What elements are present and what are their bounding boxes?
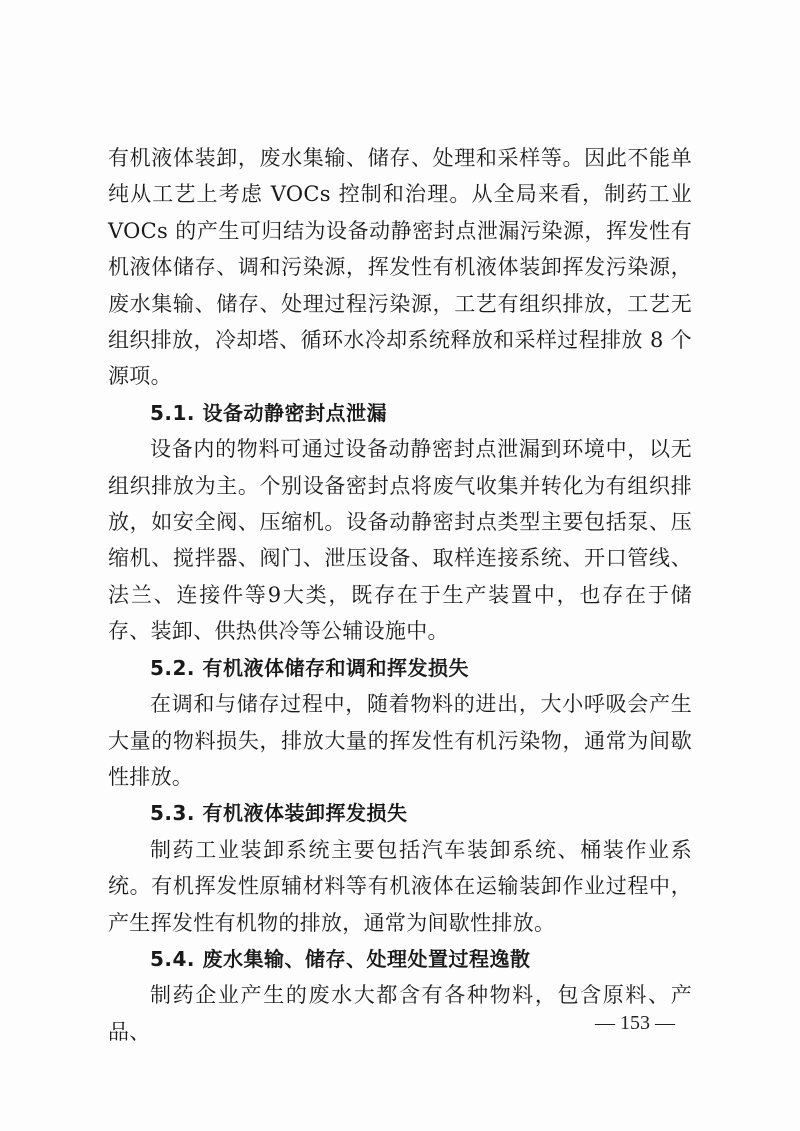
intro-paragraph: 有机液体装卸，废水集输、储存、处理和采样等。因此不能单纯从工艺上考虑 VOCs 控制和治理。从全局来看，制药工业 VOCs 的产生可归结为设备动静密封点泄漏污染源，挥发性有机液体储存、调和污染源，挥发性有机液体装卸挥发污染源，废水集输、储存、处理过程污染源，工艺有组织排放，工艺无组织排放，冷却塔、循环水冷却系统释放和采样过程排放 8 个源项。 [108, 146, 692, 389]
page-number: — 153 — [595, 1012, 675, 1034]
section-heading: 5.2. 有机液体储存和调和挥发损失 [150, 655, 469, 680]
document-body [108, 140, 692, 1050]
section-heading: 5.3. 有机液体装卸挥发损失 [150, 801, 408, 826]
section-body: 制药工业装卸系统主要包括汽车装卸系统、桶装作业系统。有机挥发性原辅材料等有机液体在运输装卸作业过程中，产生挥发性有机物的排放，通常为间歇性排放。 [108, 837, 692, 935]
section-body: 制药企业产生的废水大都含有各种物料，包含原料、产品、 [108, 983, 692, 1044]
section-heading: 5.1. 设备动静密封点泄漏 [150, 400, 387, 425]
section-body: 在调和与储存过程中，随着物料的进出，大小呼吸会产生大量的物料损失，排放大量的挥发性有机污染物，通常为间歇性排放。 [108, 692, 692, 789]
section-body: 设备内的物料可通过设备动静密封点泄漏到环境中，以无组织排放为主。个别设备密封点将废气收集并转化为有组织排放，如安全阀、压缩机。设备动静密封点类型主要包括泵、压缩机、搅拌器、阀门、泄压设备、取样连接系统、开口管线、法兰、连接件等9大类，既存在于生产装置中，也存在于储存、装卸、供热供冷等公辅设施中。 [108, 437, 692, 644]
section-heading: 5.4. 废水集输、储存、处理处置过程逸散 [150, 946, 531, 971]
